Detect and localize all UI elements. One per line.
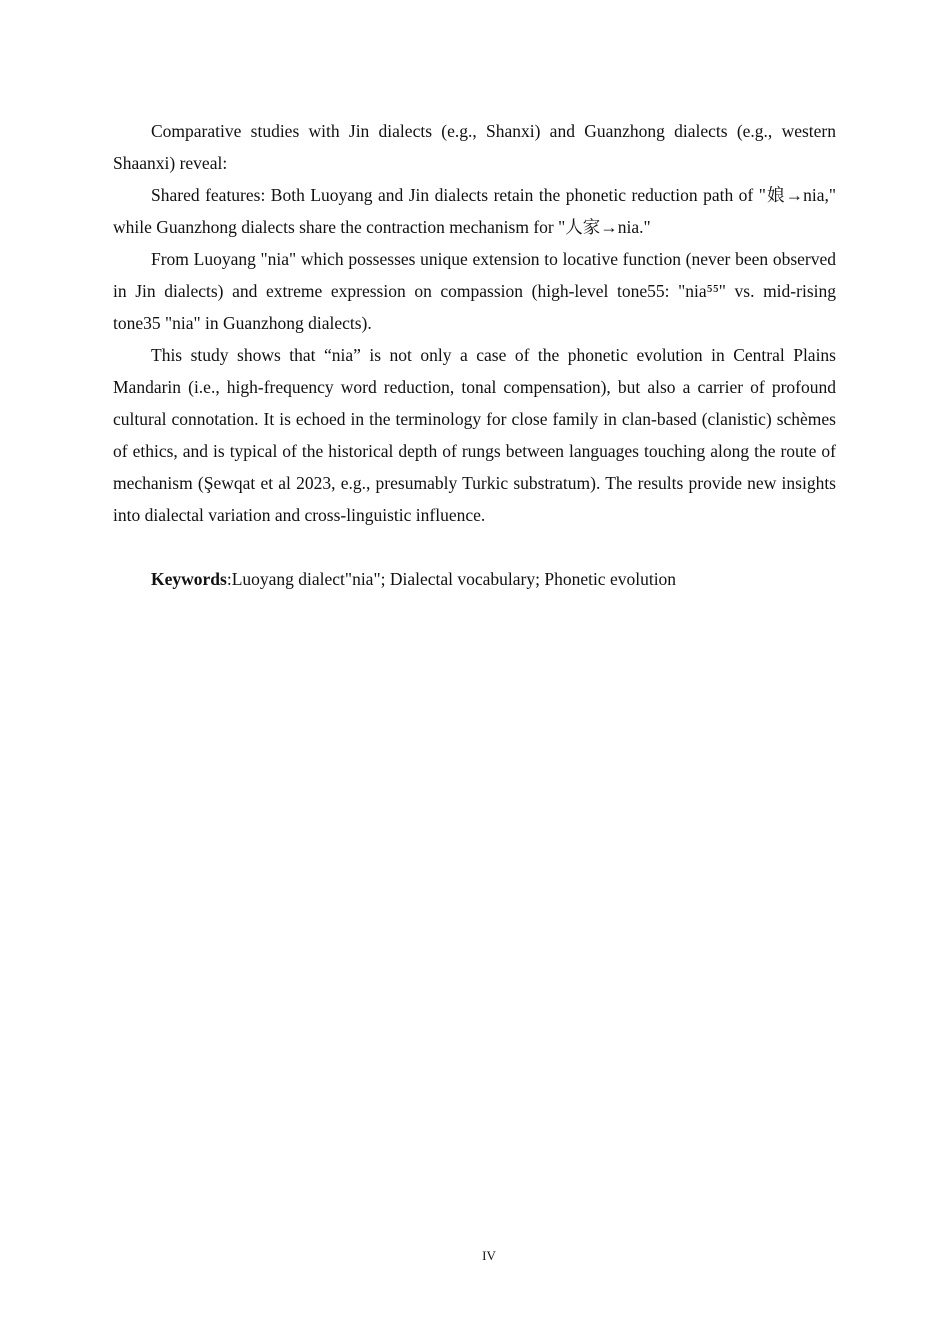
keywords-separator: : <box>226 569 232 589</box>
paragraph-study-conclusion: This study shows that “nia” is not only a case of the phonetic evolution in Central Plains Mandarin (i.e., high-frequency word reduction, tonal compensation), but also a carrier of profound cultural connotation. It is echoed in the terminology for close family in clan-based (clanistic) schèmes of ethics, and is typical of the historical depth of rungs between languages touching along the route of mechanism (Şewqat et al 2023, e.g., presumably Turkic substratum). The results provide new insights into dialectal variation and cross-linguistic influence. <box>113 345 836 525</box>
keywords-text: Luoyang dialect"nia"; Dialectal vocabulary; Phonetic evolution <box>231 569 677 589</box>
page-number: IV <box>482 1248 496 1263</box>
paragraph-comparative-studies: Comparative studies with Jin dialects (e.g., Shanxi) and Guanzhong dialects (e.g., western Shaanxi) reveal: <box>113 121 836 173</box>
paragraph-shared-features: Shared features: Both Luoyang and Jin dialects retain the phonetic reduction path of "娘→nia," while Guanzhong dialects share the contraction mechanism for "人家→nia." <box>113 185 836 237</box>
keywords-label: Keywords <box>151 569 227 589</box>
paragraph-luoyang-nia: From Luoyang "nia" which possesses unique extension to locative function (never been observed in Jin dialects) and extreme expression on compassion (high-level tone55: "nia⁵⁵" vs. mid-rising tone35 "nia" in Guanzhong dialects). <box>113 249 836 333</box>
abstract-body <box>113 115 836 595</box>
keywords-line <box>113 563 836 595</box>
